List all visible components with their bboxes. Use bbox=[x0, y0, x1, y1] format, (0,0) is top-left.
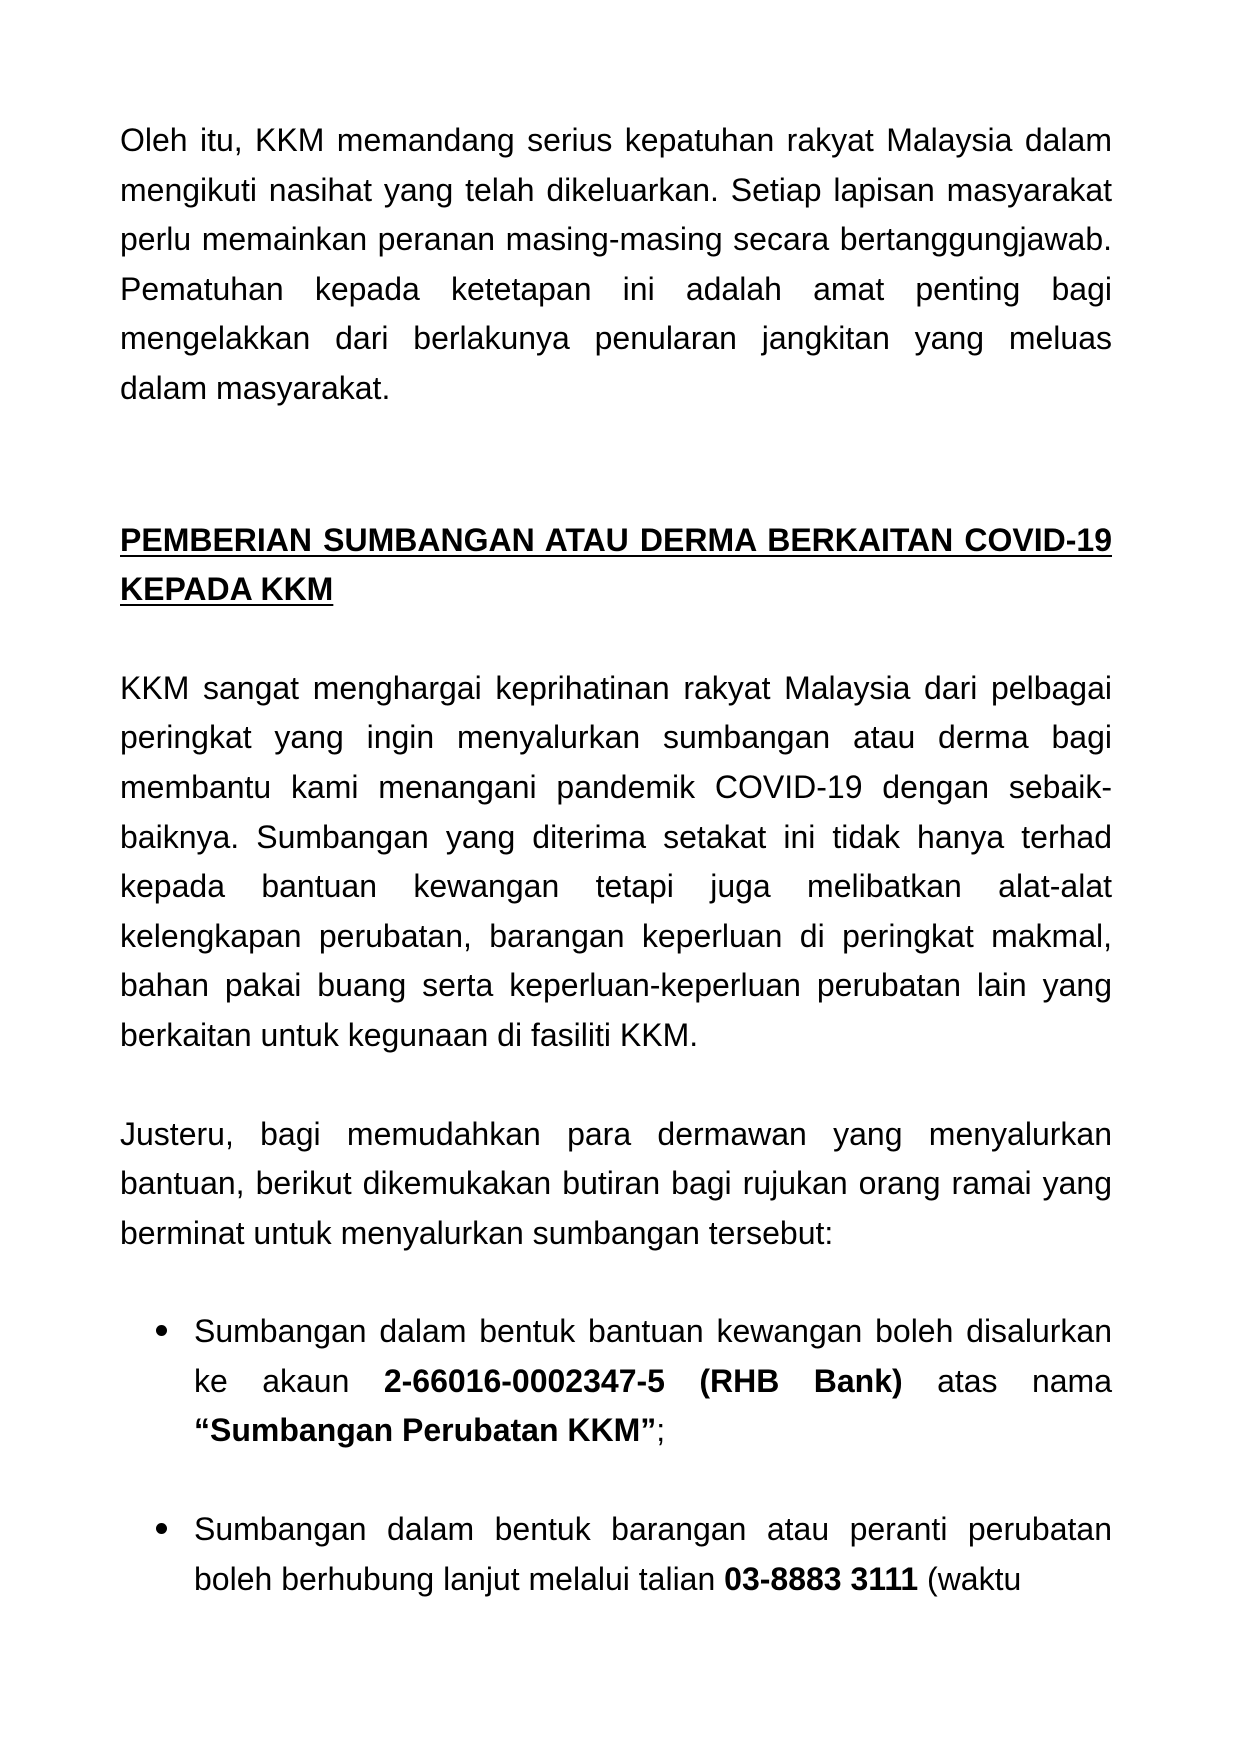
spacer bbox=[120, 414, 1112, 516]
spacer bbox=[120, 615, 1112, 664]
bullet-dot-icon bbox=[156, 1325, 167, 1336]
bullet-dot-icon bbox=[156, 1523, 167, 1534]
bullet-text: Sumbangan dalam bentuk barangan atau peranti perubatan boleh berhubung lanjut melalui talian bbox=[194, 1511, 1112, 1597]
bullet-financial-donation bbox=[120, 1307, 1112, 1456]
section-heading: PEMBERIAN SUMBANGAN ATAU DERMA BERKAITAN COVID-19 KEPADA KKM bbox=[120, 521, 1112, 608]
spacer bbox=[120, 1061, 1112, 1110]
bullet-equipment-donation bbox=[120, 1505, 1112, 1604]
phone-number: 03-8883 3111 bbox=[724, 1560, 919, 1597]
bullet-text: ; bbox=[656, 1412, 666, 1449]
paragraph-appreciation: KKM sangat menghargai keprihatinan rakyat Malaysia dari pelbagai peringkat yang ingin menyalurkan sumbangan atau derma bagi membantu kami menangani pandemik COVID-19 dengan sebaik-baiknya. Sumbangan yang diterima setakat ini tidak hanya terhad kepada bantuan kewangan tetapi juga melibatkan alat-alat kelengkapan perubatan, barangan keperluan di peringkat makmal, bahan pakai buang serta keperluan-keperluan perubatan lain yang berkaitan untuk kegunaan di fasiliti KKM. bbox=[120, 669, 1112, 1053]
account-name: “Sumbangan Perubatan KKM” bbox=[194, 1412, 657, 1449]
bullet-text: (waktu bbox=[918, 1560, 1022, 1597]
bullet-text: Sumbangan dalam bentuk bantuan kewangan boleh disalurkan ke akaun bbox=[194, 1313, 1112, 1399]
bank-account-number: 2-66016-0002347-5 (RHB Bank) bbox=[383, 1362, 903, 1399]
spacer bbox=[120, 1258, 1112, 1307]
donation-bullet-list bbox=[120, 1307, 1112, 1604]
paragraph-compliance: Oleh itu, KKM memandang serius kepatuhan rakyat Malaysia dalam mengikuti nasihat yang telah dikeluarkan. Setiap lapisan masyarakat perlu memainkan peranan masing-masing secara bertanggungjawab. Pematuhan kepada ketetapan ini adalah amat penting bagi mengelakkan dari berlakunya penularan jangkitan yang meluas dalam masyarakat. bbox=[120, 122, 1112, 406]
bullet-text: atas nama bbox=[902, 1362, 1113, 1399]
document-page bbox=[120, 116, 1112, 1604]
paragraph-guidance: Justeru, bagi memudahkan para dermawan yang menyalurkan bantuan, berikut dikemukakan butiran bagi rujukan orang ramai yang berminat untuk menyalurkan sumbangan tersebut: bbox=[120, 1115, 1112, 1251]
